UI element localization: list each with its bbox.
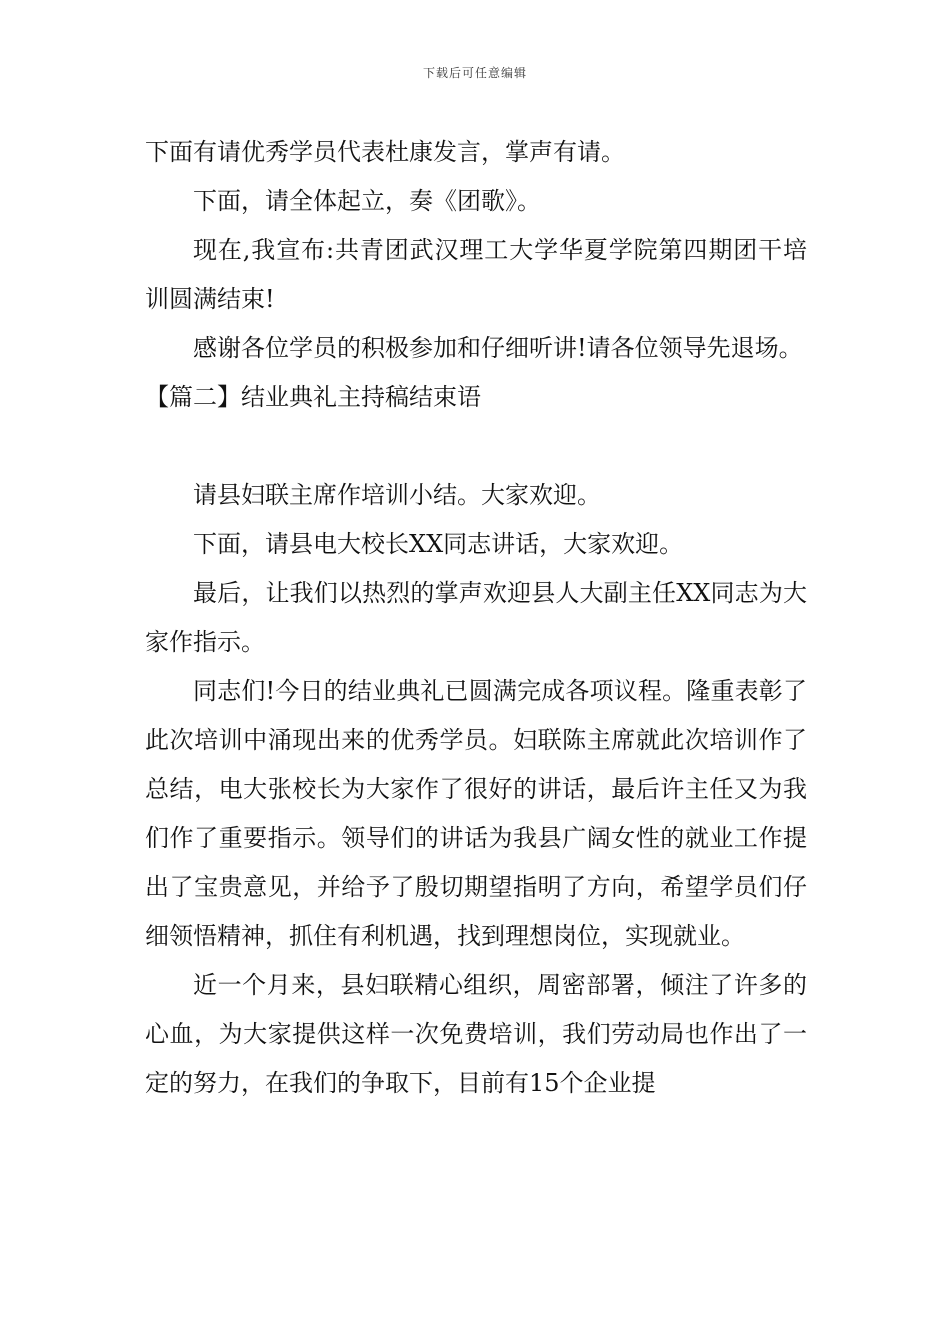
- paragraph: 同志们!今日的结业典礼已圆满完成各项议程。隆重表彰了此次培训中涌现出来的优秀学员。妇联陈主席就此次培训作了总结，电大张校长为大家作了很好的讲话，最后许主任又为我们作了重要指示。领导们的讲话为我县广阔女性的就业工作提出了宝贵意见，并给予了殷切期望指明了方向，希望学员们仔细领悟精神，抓住有利机遇，找到理想岗位，实现就业。: [145, 677, 807, 950]
- page-header: 下载后可任意编辑: [422, 66, 527, 80]
- document-body: [145, 128, 807, 1108]
- paragraph: 请县妇联主席作培训小结。大家欢迎。: [193, 481, 601, 509]
- paragraph: 下面，请县电大校长XX同志讲话，大家欢迎。: [193, 530, 684, 558]
- paragraph: 感谢各位学员的积极参加和仔细听讲!请各位领导先退场。: [193, 334, 803, 362]
- section-heading: 【篇二】结业典礼主持稿结束语: [145, 383, 481, 411]
- paragraph: 现在,我宣布:共青团武汉理工大学华夏学院第四期团干培训圆满结束!: [145, 236, 807, 313]
- paragraph: 下面，请全体起立，奏《团歌》。: [193, 187, 541, 215]
- blank-line: [145, 422, 807, 471]
- paragraph: 最后，让我们以热烈的掌声欢迎县人大副主任XX同志为大家作指示。: [145, 579, 807, 656]
- paragraph: 近一个月来，县妇联精心组织，周密部署，倾注了许多的心血，为大家提供这样一次免费培训，我们劳动局也作出了一定的努力，在我们的争取下，目前有15个企业提: [145, 971, 807, 1097]
- paragraph: 下面有请优秀学员代表杜康发言，掌声有请。: [145, 138, 625, 166]
